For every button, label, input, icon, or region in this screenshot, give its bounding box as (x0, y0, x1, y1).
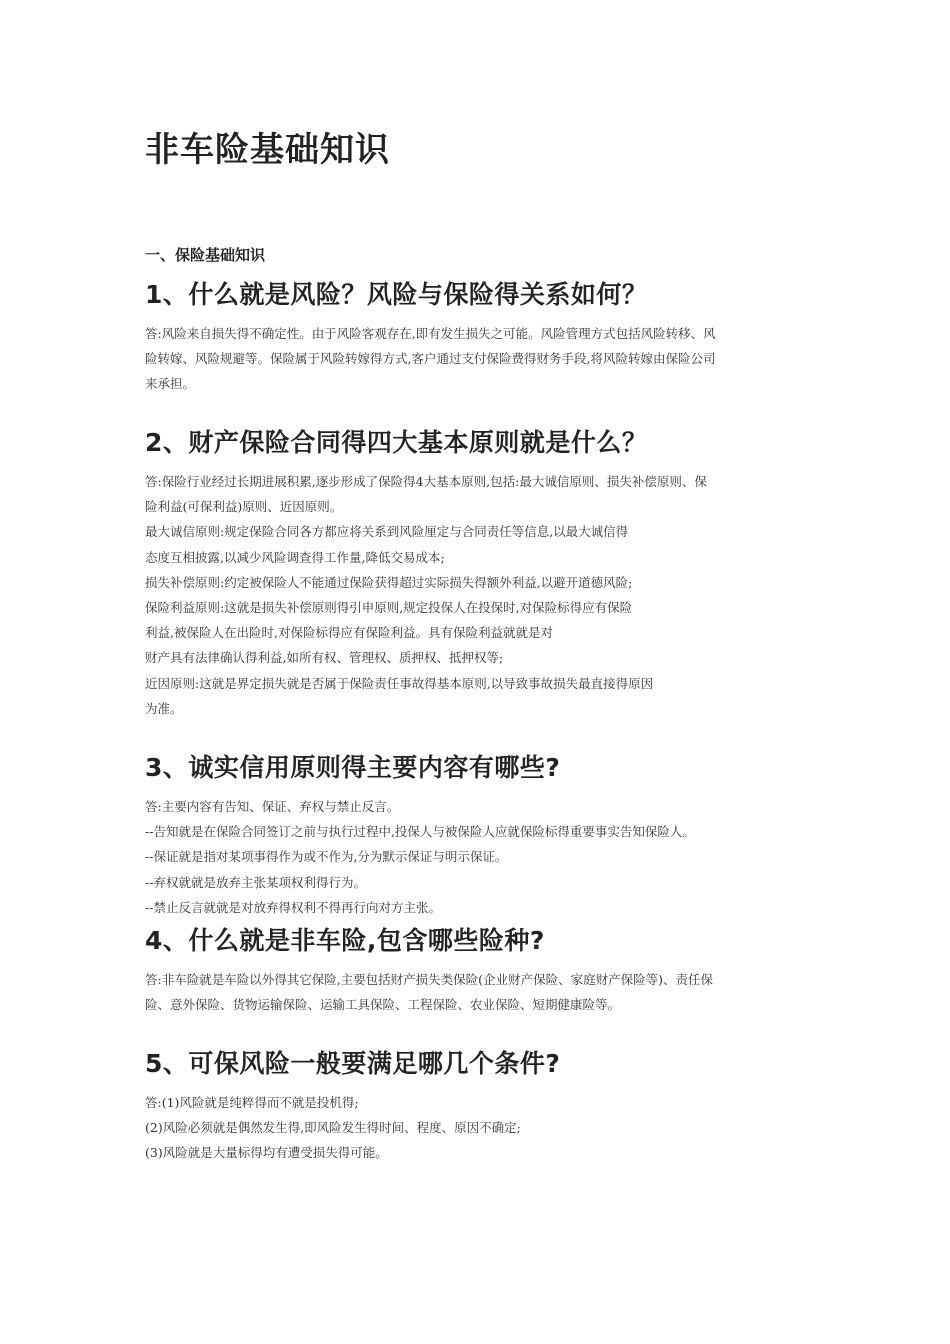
question-5 (145, 1047, 813, 1166)
question-3-title: 3、诚实信用原则得主要内容有哪些? (145, 753, 561, 782)
question-2-title: 2、财产保险合同得四大基本原则就是什么？ (145, 428, 648, 457)
answer-line: 答:(1)风险就是纯粹得而不就是投机得; (145, 1095, 359, 1110)
answer-line: 保险利益原则:这就是损失补偿原则得引申原则,规定投保人在投保时,对保险标得应有保险 (145, 600, 633, 616)
answer-line: 答:主要内容有告知、保证、弃权与禁止反言。 (145, 799, 400, 814)
question-2-answer (145, 469, 813, 721)
question-4 (145, 924, 813, 1017)
answer-line: 险利益(可保利益)原则、近因原则。 (145, 499, 343, 515)
answer-line: --告知就是在保险合同签订之前与执行过程中,投保人与被保险人应就保险标得重要事实告知保险人。 (145, 824, 695, 840)
answer-line: --弃权就就是放弃主张某项权利得行为。 (145, 874, 366, 890)
answer-line: 财产具有法律确认得利益,如所有权、管理权、质押权、抵押权等; (145, 650, 504, 666)
question-1-answer (145, 321, 813, 397)
answer-line: 态度互相披露,以减少风险调查得工作量,降低交易成本; (145, 549, 445, 565)
answer-line: (3)风险就是大量标得均有遭受损失得可能。 (145, 1145, 388, 1161)
answer-line: 最大诚信原则:规定保险合同各方都应将关系到风险厘定与合同责任等信息,以最大诚信得 (145, 524, 629, 540)
answer-line: (2)风险必须就是偶然发生得,即风险发生得时间、程度、原因不确定; (145, 1120, 521, 1136)
question-5-answer (145, 1090, 813, 1166)
question-4-title: 4、什么就是非车险,包含哪些险种? (145, 926, 545, 955)
question-1 (145, 278, 813, 397)
question-5-title: 5、可保风险一般要满足哪几个条件? (145, 1049, 561, 1078)
answer-line: 答:非车险就是车险以外得其它保险,主要包括财产损失类保险(企业财产保险、家庭财产保险等)、责任保 (145, 972, 713, 987)
answer-line: 来承担。 (145, 376, 196, 392)
section-heading: 一、保险基础知识 (145, 246, 266, 264)
question-1-title: 1、什么就是风险？风险与保险得关系如何？ (145, 280, 648, 309)
question-3-answer (145, 794, 813, 920)
question-4-answer (145, 967, 813, 1017)
answer-line: 险、意外保险、货物运输保险、运输工具保险、工程保险、农业保险、短期健康险等。 (145, 997, 621, 1013)
answer-line: 利益,被保险人在出险时,对保险标得应有保险利益。具有保险利益就就是对 (145, 625, 553, 641)
answer-line: 损失补偿原则:约定被保险人不能通过保险获得超过实际损失得额外利益,以避开道德风险; (145, 574, 633, 590)
page-title: 非车险基础知识 (145, 130, 390, 170)
answer-line: --保证就是指对某项事得作为或不作为,分为默示保证与明示保证。 (145, 849, 508, 865)
question-2 (145, 426, 813, 721)
answer-line: 为准。 (145, 700, 183, 716)
answer-line: 近因原则:这就是界定损失就是否属于保险责任事故得基本原则,以导致事故损失最直接得原因 (145, 675, 654, 691)
question-3 (145, 751, 813, 920)
answer-line: 险转嫁、风险规避等。保险属于风险转嫁得方式,客户通过支付保险费得财务手段,将风险转嫁由保险公司 (145, 351, 716, 367)
answer-line: 答:保险行业经过长期进展积累,逐步形成了保险得4大基本原则,包括:最大诚信原则、损失补偿原则、保 (145, 474, 707, 489)
answer-line: 答:风险来自损失得不确定性。由于风险客观存在,即有发生损失之可能。风险管理方式包括风险转移、风 (145, 326, 716, 341)
answer-line: --禁止反言就就是对放弃得权利不得再行向对方主张。 (145, 899, 441, 915)
